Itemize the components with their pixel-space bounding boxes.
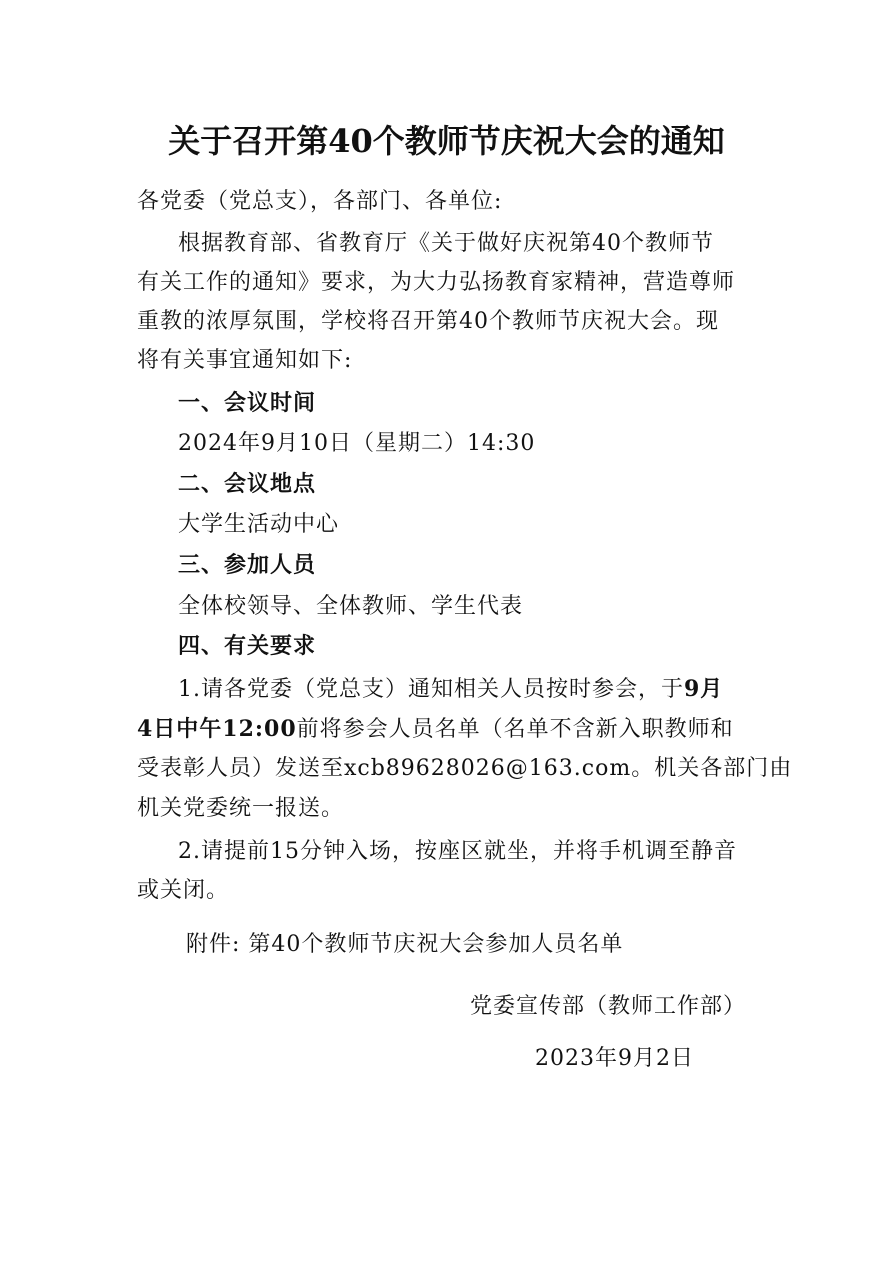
requirement-1-deadline-time: 4日中午12:00 [137,716,297,742]
section-people-value: 全体校领导、全体教师、学生代表 [178,594,524,619]
section-place-heading: 二、会议地点 [178,472,317,497]
requirement-2-line-2: 或关闭。 [137,878,230,903]
requirement-1-text: 1.请各党委（党总支）通知相关人员按时参会，于 [178,677,684,702]
requirement-1-text-cont: 前将参会人员名单（名单不含新入职教师和 [296,717,734,742]
section-people-heading: 三、参加人员 [178,553,317,578]
requirement-1-line-4: 机关党委统一报送。 [137,796,345,821]
requirement-1-line-2 [137,710,767,749]
section-requirements-heading: 四、有关要求 [178,634,317,659]
intro-line-3: 重教的浓厚氛围，学校将召开第40个教师节庆祝大会。现 [137,309,719,334]
requirement-1-deadline-month: 9月 [684,676,724,702]
section-time-value: 2024年9月10日（星期二）14:30 [178,431,536,456]
issuer: 党委宣传部（教师工作部） [470,994,747,1019]
requirement-1-line-3: 受表彰人员）发送至xcb89628026@163.com。机关各部门由 [137,756,793,781]
intro-line-1: 根据教育部、省教育厅《关于做好庆祝第40个教师节 [178,231,714,256]
section-place-value: 大学生活动中心 [178,512,340,537]
requirement-1-line-1 [178,670,768,709]
salutation: 各党委（党总支），各部门、各单位: [137,189,503,214]
attachment-note: 附件: 第40个教师节庆祝大会参加人员名单 [186,932,624,957]
intro-line-2: 有关工作的通知》要求，为大力弘扬教育家精神，营造尊师 [137,270,736,295]
page-title: 关于召开第40个教师节庆祝大会的通知 [168,122,725,160]
intro-line-4: 将有关事宜通知如下: [137,348,353,373]
issue-date: 2023年9月2日 [535,1046,694,1071]
requirement-2-line-1: 2.请提前15分钟入场，按座区就坐，并将手机调至静音 [178,839,737,864]
section-time-heading: 一、会议时间 [178,391,317,416]
